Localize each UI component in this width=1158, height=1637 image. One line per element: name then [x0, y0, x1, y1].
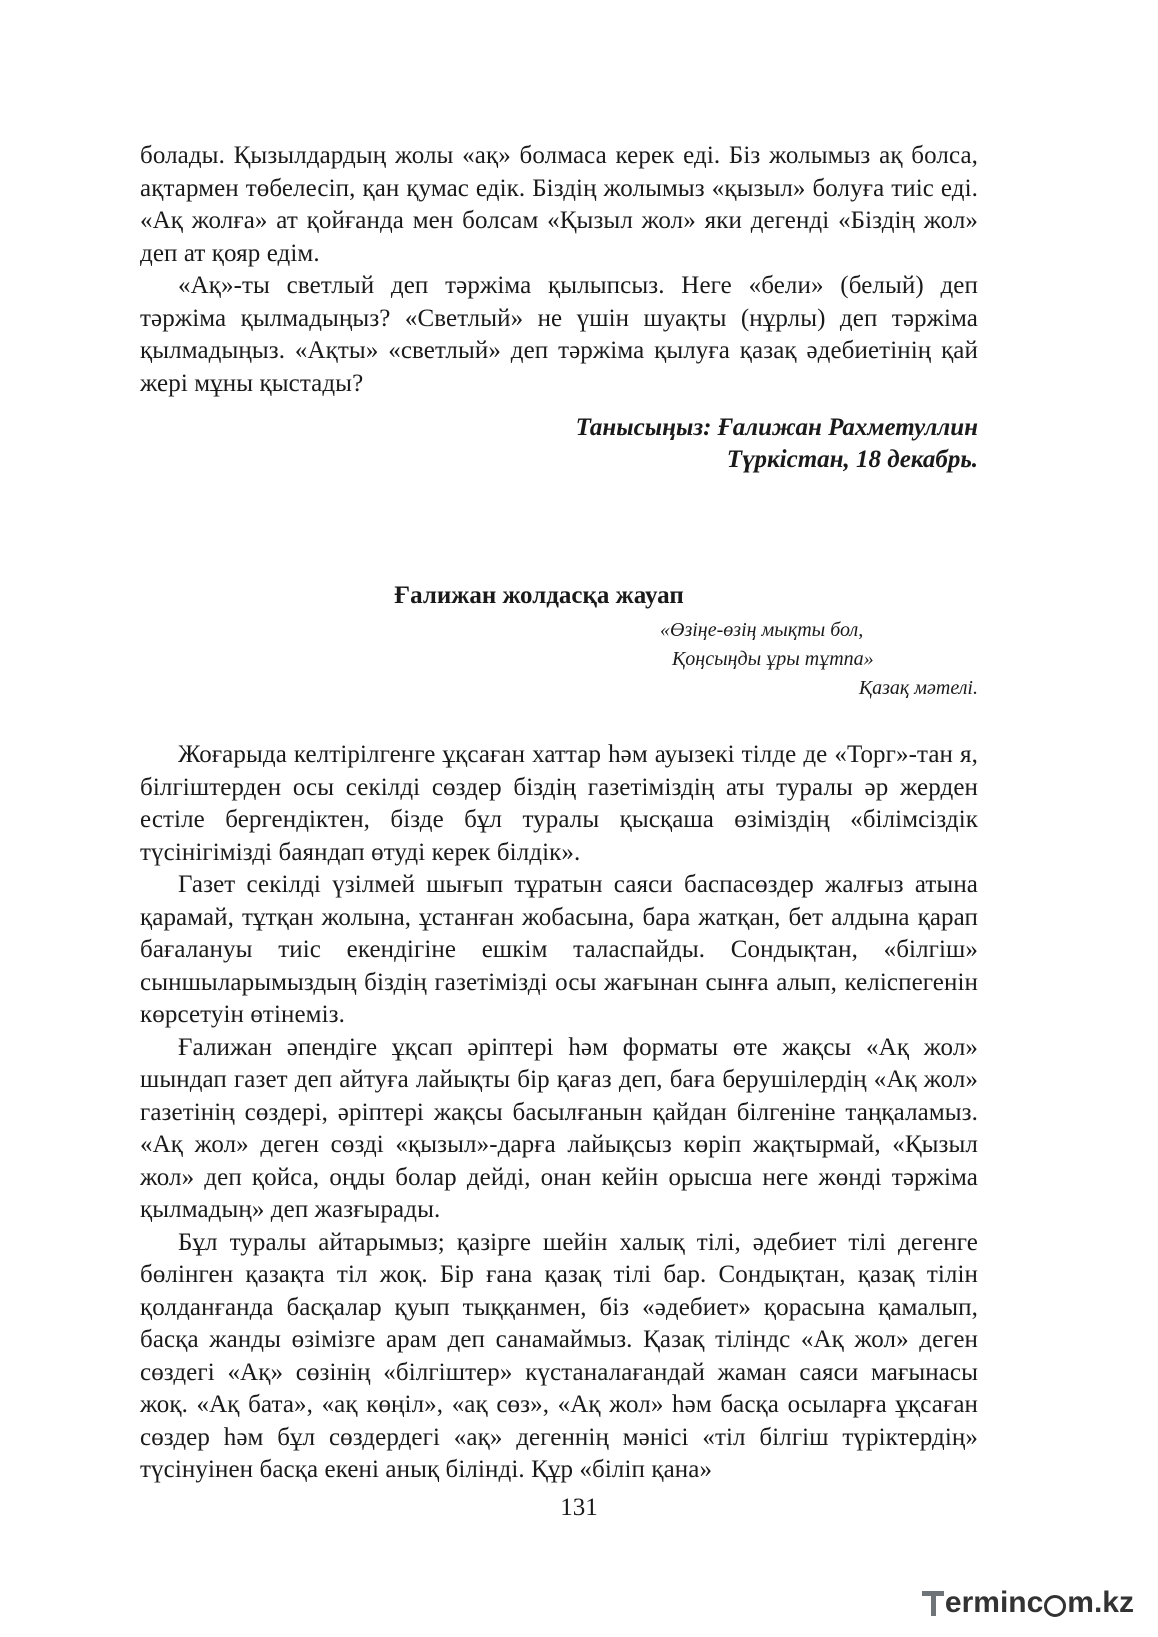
epigraph-line: «Өзіңе-өзің мықты бол,	[660, 619, 864, 641]
paragraph: «Ақ»-ты светлый деп тәржіма қылыпсыз. Неге «бели» (белый) деп тәржіма қылмадыңыз? «Светлый» не үшін шуақты (нұрлы) деп тәржіма қылмадыңыз. «Ақты» «светлый» деп тәржіма қылуға қазақ әдебиетінің қай жері мұны қыстады?	[140, 272, 978, 397]
article-continuation	[140, 140, 978, 476]
article-body	[140, 739, 978, 1487]
paragraph: болады. Қызылдардың жолы «ақ» болмаса керек еді. Біз жолымыз ақ болса, ақтармен төбелесіп, қан қумас едік. Біздің жолымыз «қызыл» болуға тиіс еді. «Ақ жолға» ат қойғанда мен болсам «Қызыл жол» яки дегенді «Біздің жол» деп ат қояр едім.	[140, 142, 978, 267]
epigraph-source: Қазақ мәтелі.	[858, 677, 978, 699]
watermark-text-mid: c	[1026, 1586, 1044, 1619]
paragraph: Жоғарыда келтірілгенге ұқсаған хаттар һәм ауызекі тілде де «Торг»-тан я, білгіштерден осы секілді сөздер біздің газетіміздің аты туралы әр жерден естіле бергендіктен, бізде бұл туралы қысқаша өзіміздің «білімсіздік түсінігімізді баяндап өтуді керек білдік».	[140, 741, 978, 866]
t-logo-icon	[922, 1588, 944, 1618]
paragraph: Газет секілді үзілмей шығып тұратын саяси баспасөздер жалғыз атына қарамай, тұтқан жолына, ұстанған жобасына, бара жатқан, бет алдына қарап бағалануы тиіс екендігіне ешкім таласпайды. Сондықтан, «білгіш» сыншыларымыздың біздің газетімізді осы жағынан сынға алып, келіспегенін көрсетуін өтінеміз.	[140, 871, 978, 1028]
epigraph	[660, 616, 978, 703]
page-number: 131	[560, 1494, 598, 1521]
magnifier-o-icon	[1044, 1595, 1066, 1617]
signature-place-date: Түркістан, 18 декабрь.	[726, 446, 978, 473]
signature-author: Танысыңыз: Ғалижан Рахметуллин	[575, 414, 978, 441]
signature-block	[140, 412, 978, 476]
terminkom-watermark	[922, 1586, 1134, 1620]
paragraph: Ғалижан әпендіге ұқсап әріптері һәм форматы өте жақсы «Ақ жол» шындап газет деп айтуға лайықты бір қағаз деп, баға берушілердің «Ақ жол» газетінің сөздері, әріптері жақсы басылғанын қайдан білгеніне таңқаламыз. «Ақ жол» деген сөзді «қызыл»-дарға лайықсыз көріп жақтырмай, «Қызыл жол» деп қойса, оңды болар дейді, онан кейін орысша неге жөнді тәржіма қылмадың» деп жазғырады.	[140, 1033, 978, 1223]
page-content	[140, 140, 978, 1487]
paragraph: Бұл туралы айтарымыз; қазірге шейін халық тілі, әдебиет тілі дегенге бөлінген қазақта тіл жоқ. Бір ғана қазақ тілі бар. Сондықтан, қазақ тілін қолданғанда басқалар қуып тыққанмен, біз «әдебиет» қорасына қамалып, басқа жанды өзімізге арам деп санамаймыз. Қазақ тіліндс «Ақ жол» деген сөздегі «Ақ» сөзінің «білгіштер» күстаналағандай жаман саяси мағынасы жоқ. «Ақ бата», «ақ көңіл», «ақ сөз», «Ақ жол» һәм басқа осыларға ұқсаған сөздер һәм бұл сөздердегі «ақ» дегеннің мәнісі «тіл білгіш түріктердің» түсінуінен басқа екені анық білінді. Құр «біліп қана»	[140, 1228, 978, 1483]
watermark-domain: m.kz	[1067, 1586, 1134, 1619]
watermark-text: ermin	[944, 1586, 1027, 1619]
epigraph-line: Қоңсыңды ұры тұтпа»	[672, 648, 874, 670]
reply-article	[140, 580, 978, 1487]
article-title: Ғалижан жолдасқа жауап	[394, 582, 684, 609]
